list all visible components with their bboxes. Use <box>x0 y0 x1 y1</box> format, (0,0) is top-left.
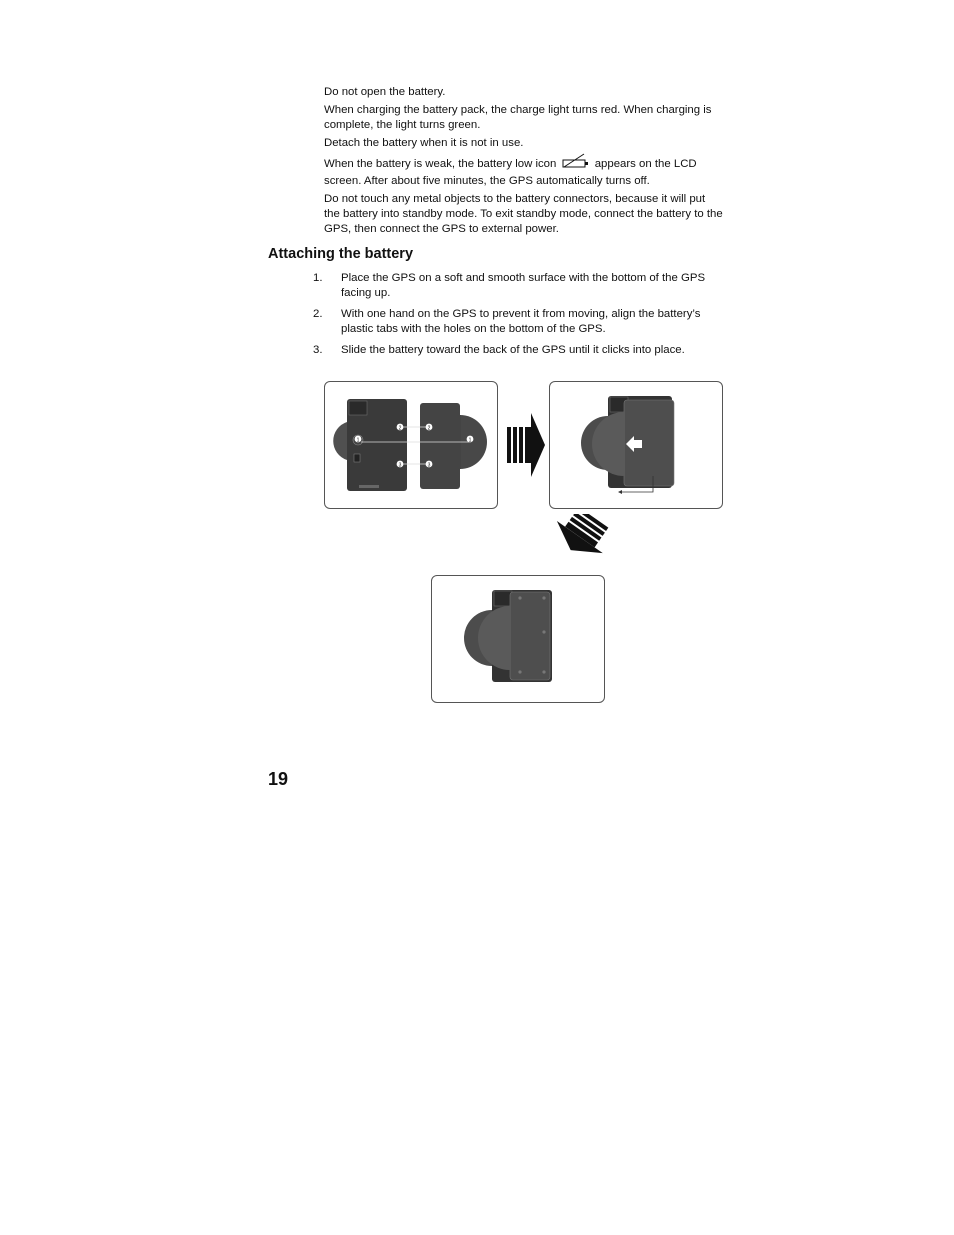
battery-low-text-before: When the battery is weak, the battery low icon <box>324 158 557 170</box>
svg-text:3: 3 <box>427 462 431 469</box>
step-text: With one hand on the GPS to prevent it from moving, align the battery’s plastic tabs with the holes on the bottom of the GPS. <box>341 308 701 335</box>
battery-low-icon <box>562 153 590 174</box>
step-text: Slide the battery toward the back of the GPS until it clicks into place. <box>341 344 685 356</box>
svg-text:1: 1 <box>468 437 472 444</box>
svg-text:2: 2 <box>427 425 431 432</box>
svg-text:3: 3 <box>398 462 402 469</box>
note-battery-low <box>324 153 724 189</box>
battery-low-text-after: appears on the LCD screen. After about five minutes, the GPS automatically turns off. <box>324 158 697 187</box>
step-text: Place the GPS on a soft and smooth surface with the bottom of the GPS facing up. <box>341 272 706 299</box>
figure-panel-slide <box>549 381 723 509</box>
figure-panel-attached <box>431 575 605 703</box>
page-number: 19 <box>268 769 289 789</box>
arrow-down-left-icon <box>549 514 611 570</box>
arrow-right-icon <box>506 411 546 479</box>
step-number: 2. <box>313 308 323 320</box>
svg-text:2: 2 <box>398 425 402 432</box>
note-metal-objects: Do not touch any metal objects to the battery connectors, because it will put the battery into standby mode. To exit standby mode, connect the battery to the GPS, then connect the GPS to external power. <box>324 193 723 235</box>
svg-text:1: 1 <box>356 437 360 444</box>
section-heading: Attaching the battery <box>268 246 414 262</box>
note-charging: When charging the battery pack, the charge light turns red. When charging is complete, the light turns green. <box>324 104 712 131</box>
step-number: 1. <box>313 272 323 284</box>
gps-battery-slide-illustration <box>550 382 722 508</box>
note-do-not-open: Do not open the battery. <box>324 86 446 98</box>
step-number: 3. <box>313 344 323 356</box>
note-detach: Detach the battery when it is not in use. <box>324 137 524 149</box>
gps-battery-attached-illustration <box>432 576 604 702</box>
gps-battery-align-illustration <box>325 382 497 508</box>
figure-panel-align <box>324 381 498 509</box>
